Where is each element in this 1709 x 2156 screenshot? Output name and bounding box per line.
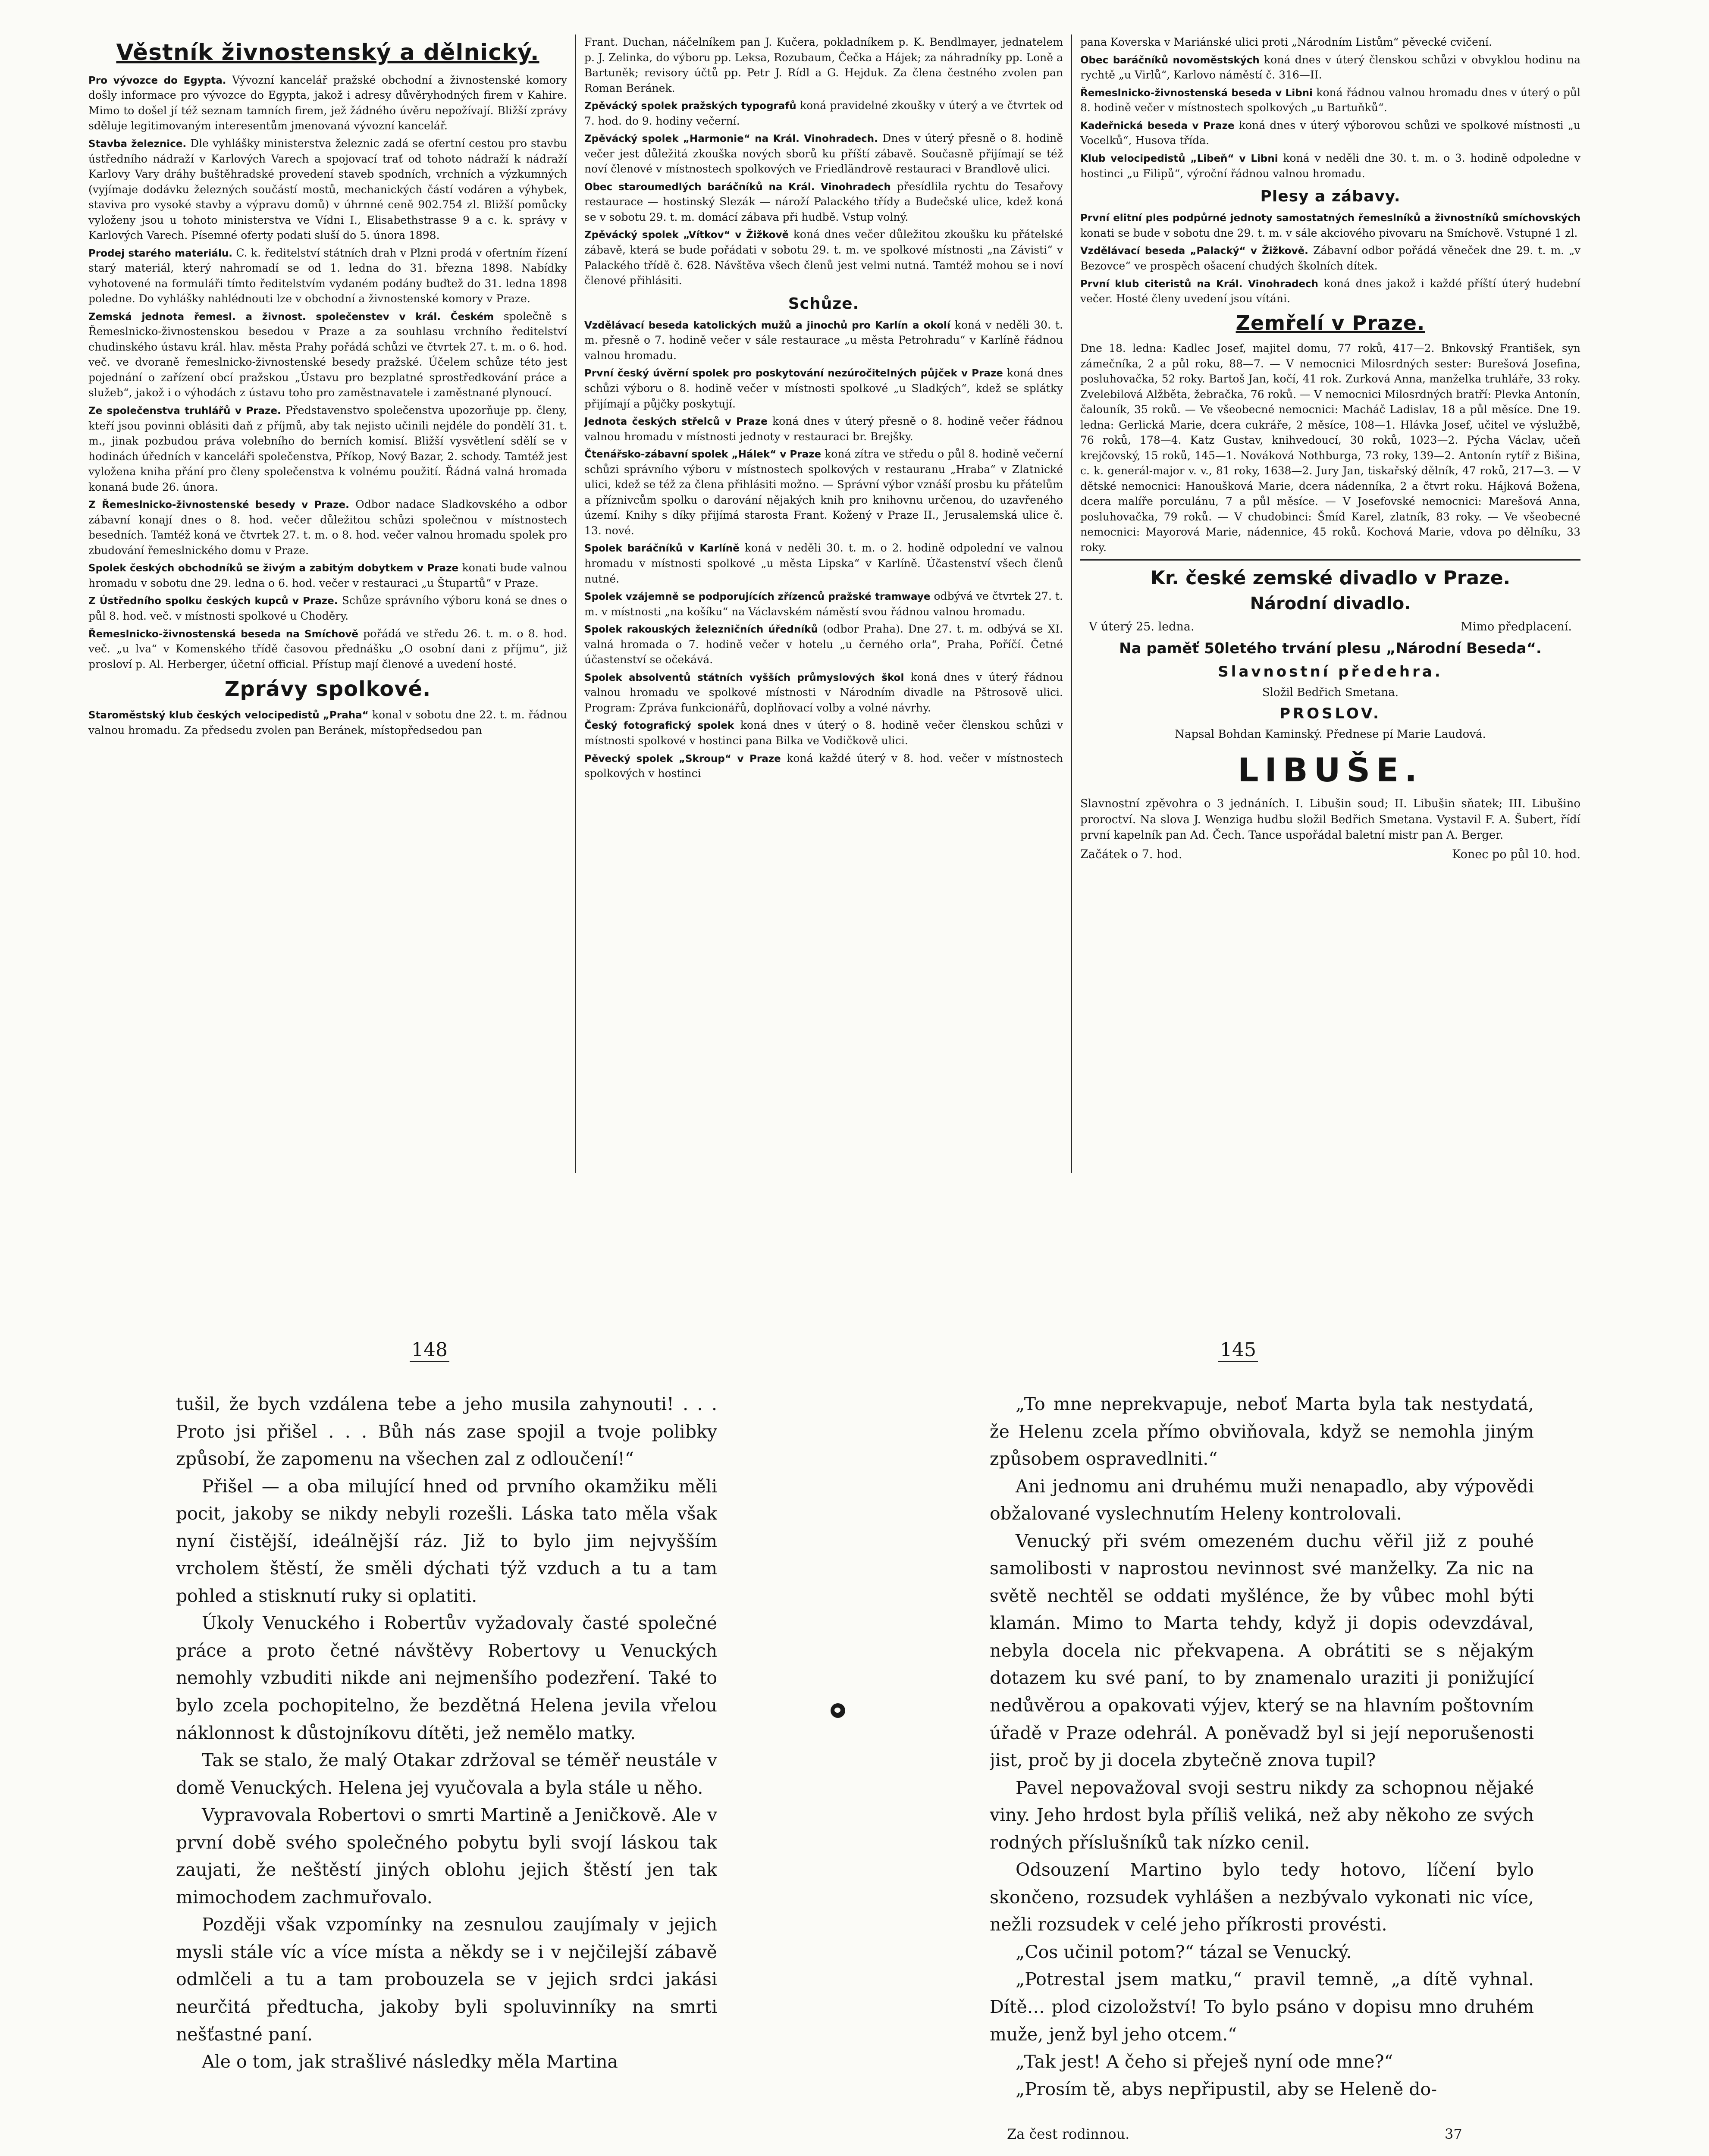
news-paragraph bbox=[584, 621, 1063, 667]
news-paragraph-text: (odbor Praha). Dne 27. t. m. odbývá se XI. valná hromada o 7. hodině večer v hotelu „u černého orla“, Praha, Poříčí. Četné účastenství se očekává. bbox=[584, 623, 1063, 666]
news-paragraph-text: konati se bude v sobotu dne 29. t. m. v sále akciového pivovaru na Smíchově. Vstupné 1 zl. bbox=[1080, 226, 1578, 239]
theatre-prologue: PROSLOV. bbox=[1279, 705, 1381, 723]
news-paragraph-text: koná dnes v úterý výborovou schůzi ve spolkové místnosti „u Vocelků“, Husova třída. bbox=[1080, 119, 1580, 147]
book-paragraph: „Prosím tě, abys nepřipustil, aby se Heleně do- bbox=[1016, 2078, 1437, 2100]
news-column-middle bbox=[584, 34, 1063, 1173]
news-paragraph bbox=[88, 403, 567, 495]
news-paragraph-heading: První klub citeristů na Král. Vinohradech bbox=[1080, 278, 1318, 290]
news-paragraph-heading: Spolek českých obchodníků se živým a zabitým dobytkem v Praze bbox=[88, 563, 459, 574]
news-paragraph-heading: Kadeřnická beseda v Praze bbox=[1080, 120, 1235, 132]
theatre-date: V úterý 25. ledna. bbox=[1089, 620, 1195, 634]
news-paragraph bbox=[584, 751, 1063, 781]
news-paragraph-heading: Staroměstský klub českých velocipedistů „Praha“ bbox=[88, 710, 369, 721]
news-paragraph bbox=[1080, 150, 1580, 181]
news-paragraph bbox=[1080, 210, 1580, 241]
news-paragraph-heading: Řemeslnicko-živnostenská beseda na Smíchově bbox=[88, 628, 358, 640]
book-paragraph: Přišel — a oba milující hned od prvního okamžiku měli pocit, jakoby se nikdy nebyli rozešli. Láska tato měla však nyní čistější, ideálnější ráz. Již to bylo jim nejvyšším vrcholem štěstí, že směli dýchati týž vzduch a tu a tam pohled a stisknutí ruky si oplatiti. bbox=[176, 1476, 717, 1606]
news-paragraph-text: Schůze správního výboru koná se dnes o půl 8. hod. več. v místnosti spolkové u Choděry. bbox=[88, 594, 567, 623]
news-paragraph-heading: Pro vývozce do Egypta. bbox=[88, 75, 226, 86]
news-paragraph-text: koná v neděli dne 30. t. m. o 3. hodině odpoledne v hostinci „u Filipů“, výroční řádnou valnou hromadu. bbox=[1080, 151, 1580, 180]
news-column-left bbox=[88, 34, 567, 1173]
news-paragraph-heading: Spolek vzájemně se podporujících zřízenců pražské tramwaye bbox=[584, 591, 931, 603]
news-paragraph-text: přesídlila rychtu do Tesařovy restaurace — hostinský Slezák — nároží Palackého třídy a Budečské ulice, kdež koná se v sobotu 29. t. m. domácí zábava při hudbě. Vstup volný. bbox=[584, 180, 1063, 223]
book-paragraph: Tak se stalo, že malý Otakar zdržoval se téměř neustále v domě Venuckých. Helena jej vyučovala a byla stále u něho. bbox=[176, 1750, 717, 1798]
news-paragraph-heading: Prodej starého materiálu. bbox=[88, 248, 232, 259]
news-paragraph bbox=[1080, 118, 1580, 148]
news-paragraph-text: Dnes v úterý přesně o 8. hodině večer jest důležitá zkouška nových sborů ku příští zábavě. Současně přijímají se též noví členové v místnostech spolkových ve Friedländrově restauraci v Brandlově ulici. bbox=[584, 132, 1063, 175]
section-rule bbox=[1080, 559, 1580, 561]
news-paragraph bbox=[584, 227, 1063, 288]
book-paragraph: Venucký při svém omezeném duchu věřil již z pouhé samolibosti v naprostou nevinnost své manželky. Za nic na světě nechtěl se oddati myšlénce, že by vůbec mohl býti klamán. Mimo to Marta tehdy, když ji dopis odevzdával, nebyla docela nic překvapena. A obrátiti se s nějakým dotazem ku své paní, to by znamenalo uraziti ji ponižující nedůvěrou a opakovati výjev, který se na hlavním poštovním úřadě v Praze odehrál. A poněvadž byl si její neporušenosti jist, proč by ji docela zbytečně znova tupil? bbox=[990, 1530, 1534, 1771]
book-footer-title: Za čest rodinnou. bbox=[1007, 2126, 1130, 2142]
vestnik-paragraphs bbox=[88, 72, 567, 672]
news-paragraph-heading: Čtenářsko-zábavní spolek „Hálek“ v Praze bbox=[584, 449, 822, 461]
news-paragraph-text: Dle vyhlášky ministerstva železnic zadá se ofertní cestou pro stavbu ústředního nádraží v Karlových Varech a spojovací trať od tohoto nádraží k nádraží Karlovy Vary dráhy buštěhradské provedení staveb spodních, vrchních a výzkumných (vyjímaje dodávku železných součástí mostů, mechanických částí vodáren a výhybek, staviva pro vysoké stavby a výpravu domů) v úhrnné ceně 902.754 zl. Bližší pomůcky vyloženy jsou u tohoto ministerstva ve Vídni I., Elisabethstrasse 9 a c. k. správy v Karlových Varech. Písemné oferty podati sluší do 5. února 1898. bbox=[88, 137, 567, 242]
schuze-paragraphs-continued bbox=[1080, 34, 1580, 181]
news-paragraph-heading: Zpěvácký spolek „Harmonie“ na Král. Vinohradech. bbox=[584, 133, 878, 145]
news-paragraph bbox=[584, 718, 1063, 748]
news-paragraph-heading: Z Ústředního spolku českých kupců v Praze. bbox=[88, 595, 338, 607]
book-paragraph: Vypravovala Robertovi o smrti Martině a Jeničkově. Ale v první době svého společného pobytu byli svojí láskou tak zaujati, že neštěstí jiných oblohu jejich štěstí jen tak mimochodem zachmuřovalo. bbox=[176, 1805, 717, 1908]
column-divider bbox=[575, 34, 576, 1173]
news-paragraph-heading: Zpěvácký spolek „Vítkov“ v Žižkově bbox=[584, 229, 789, 241]
spolky-paragraphs bbox=[88, 707, 567, 738]
news-paragraph-heading: Klub velocipedistů „Libeň“ v Libni bbox=[1080, 153, 1278, 164]
news-paragraph bbox=[1080, 85, 1580, 116]
news-paragraph bbox=[1080, 276, 1580, 307]
theatre-programme bbox=[1080, 565, 1580, 863]
theatre-description: Slavnostní zpěvohra o 3 jednáních. I. Libušin soud; II. Libušin sňatek; III. Libušino proroctví. Na slova J. Wenziga hudbu složil Bedřich Smetana. Vystavil F. A. Šubert, řídí první kapelník pan Ad. Čech. Tance uspořádal baletní mistr pan A. Berger. bbox=[1080, 797, 1580, 842]
theatre-subscription: Mimo předplacení. bbox=[1461, 620, 1572, 634]
news-paragraph bbox=[584, 98, 1063, 128]
news-paragraph-heading: Obec baráčníků novoměstských bbox=[1080, 54, 1260, 66]
book-paragraph: tušil, že bych vzdálena tebe a jeho musila zahynouti! . . . Proto jsi přišel . . . Bůh nás zase spojil a tvoje polibky způsobí, že zapomenu na všechen zal z odloučení!“ bbox=[176, 1394, 717, 1470]
theatre-occasion: Na paměť 50letého trvání plesu „Národní Beseda“. bbox=[1119, 639, 1542, 657]
theatre-opera-title: LIBUŠE. bbox=[1238, 751, 1423, 790]
news-paragraph-text: koná dnes v úterý o 8. hodině večer členskou schůzi v místnosti spolkové v hostinci pana Bilka ve Vodičkově ulici. bbox=[584, 719, 1063, 747]
news-paragraph-text: C. k. ředitelství státních drah v Plzni prodá v ofertním řízení starý materiál, který nahromadí se od 1. ledna do 31. března 1898. Nabídky vyhotovené na formuláři tímto ředitelstvím vydaném podány buďtež do 31. ledna 1898 poledne. Do vyhlášky nahlédnouti lze v obchodní a živnostenské komory v Praze. bbox=[88, 246, 567, 305]
theatre-subtitle: Národní divadlo. bbox=[1250, 594, 1411, 614]
news-paragraph-text: koná v neděli 30. t. m. přesně o 7. hodině večer v sále restaurace „u města Petrohradu“ v Karlíně řádnou valnou hromadu. bbox=[584, 318, 1063, 362]
book-footer-number: 37 bbox=[1445, 2126, 1462, 2142]
page-number-left: 148 bbox=[410, 1339, 449, 1361]
news-paragraph-text: Představenstvo společenstva upozorňuje pp. členy, kteří jsou povinni oblásiti daň z příjmů, aby tak nejisto učinili nejdéle do pondělí 31. t. m., jinak pozbudou práva volebního do berních komisí. Bližší vysvětlení sdělí se v hodinách úředních v kanceláři společenstva, Příkop, Nový Bazar, 2. schody. Tamtéž jest vyložena kniha přání pro členy společenstva k volnému použití. Řádná valná hromada konaná bude 26. února. bbox=[88, 404, 567, 493]
plesy-paragraphs bbox=[1080, 210, 1580, 306]
theatre-prologue-author: Napsal Bohdan Kaminský. Přednese pí Marie Laudová. bbox=[1175, 728, 1486, 741]
news-paragraph-text: koná dnes v úterý členskou schůzi v obvyklou hodinu na rychtě „u Virlů“, Karlovo náměstí č. 316—II. bbox=[1080, 53, 1580, 81]
news-paragraph-heading: První český úvěrní spolek pro poskytování nezúročitelných půjček v Praze bbox=[584, 368, 1003, 379]
news-paragraph-text: pořádá ve středu 26. t. m. o 8. hod. več. „u lva“ v Komenského třídě časovou přednášku „O osobní dani z příjmu“, již prosloví p. Al. Herberger, účetní official. Přístup mají členové a uvedení hosté. bbox=[88, 627, 567, 671]
book-paragraph: Ale o tom, jak strašlivé následky měla Martina bbox=[202, 2051, 618, 2072]
theatre-times-row bbox=[1080, 846, 1580, 863]
book-paragraph: Pavel nepovažoval svoji sestru nikdy za schopnou nějaké viny. Jeho hrdost byla příliš veliká, než aby někoho ze svých rodných příslušníků tak nízko cenil. bbox=[990, 1777, 1534, 1853]
news-paragraph bbox=[1080, 34, 1580, 50]
news-paragraph-text: Frant. Duchan, náčelníkem pan J. Kučera, pokladníkem p. K. Bendlmayer, jednatelem p. J. Zelinka, do výboru pp. Leksa, Rozubaum, Čečka a Hájek; za náhradníky pp. Loně a Bartuněk; revisory účtů pp. Petr J. Rídl a G. Hejduk. Za člena čestného zvolen pan Roman Beránek. bbox=[584, 36, 1063, 94]
zemreli-heading: Zemřelí v Praze. bbox=[1235, 311, 1425, 335]
vestnik-heading: Věstník živnostenský a dělnický. bbox=[116, 40, 539, 66]
news-paragraph bbox=[584, 131, 1063, 177]
book-page-right bbox=[990, 1391, 1534, 2119]
news-paragraph-heading: Vzdělávací beseda katolických mužů a jinochů pro Karlín a okolí bbox=[584, 320, 950, 331]
theatre-start: Začátek o 7. hod. bbox=[1080, 848, 1182, 862]
news-paragraph-text: koná dnes schůzi výboru o 8. hodině večer v místnosti spolkové „u Sladkých“, kdež se splátky přijímají a půjčky poskytují. bbox=[584, 367, 1063, 410]
news-paragraph-heading: Řemeslnicko-živnostenská beseda v Libni bbox=[1080, 87, 1313, 99]
news-paragraph-heading: Jednota českých střelců v Praze bbox=[584, 416, 768, 428]
book-paragraph: „Tak jest! A čeho si přeješ nyní ode mne?“ bbox=[1016, 2051, 1393, 2072]
news-paragraph-text: pana Koverska v Mariánské ulici proti „Národním Listům“ pěvecké cvičení. bbox=[1080, 36, 1492, 48]
spolky-heading: Zprávy spolkové. bbox=[224, 677, 431, 702]
zemreli-list: Dne 18. ledna: Kadlec Josef, majitel domu, 77 roků, 417—2. Bnkovský František, syn zámečníka, 2 a půl roku, 88—7. — V nemocnici Milosrdných sester: Burešová Josefina, posluhovačka, 52 roky. Bartoš Jan, kočí, 41 rok. Zurková Anna, manželka truhláře, 33 roky. Zvelebilová Alžběta, žebračka, 76 roků. — V nemocnici Milosrdných bratří: Plevka Antonín, čalouník, 35 roků. — Ve všeobecné nemocnici: Macháč Ladislav, 18 a půl měsíce. Dne 19. ledna: Gerlická Marie, dcera cukráře, 2 měsíce, 108—1. Hlávka Josef, učitel ve výslužbě, 76 roků, 178—4. Katz Gustav, knihvedoucí, 30 roků, 1023—2. Pýcha Václav, učeň krejčovský, 15 roků, 145—1. Nováková Nothburga, 73 roky, 139—2. Antonín rytíř z Bišina, c. k. generál-major v. v., 81 roky, 1638—2. Jury Jan, tiskařský dělník, 47 roků, 217—3. — V dětské nemocnici: Hanoušková Marie, dcera nádenníka, 2 a čtvrt roku. Hájková Božena, dcera malíře porculánu, 7 a půl měsíce. — V Josefovské nemocnici: Marešová Anna, posluhovačka, 79 roků. — V chudobinci: Šmíd Karel, zlatník, 83 roky. — Ve všeobecné nemocnici: Mayorová Marie, nádennice, 45 roků. Kochová Marie, vdova po dělníku, 33 roky. bbox=[1080, 342, 1580, 554]
book-paragraph: „Potrestal jsem matku,“ pravil temně, „a dítě vyhnal. Dítě… plod cizoložství! To bylo psáno v dopisu mno druhém muže, jenž byl jeho otcem.“ bbox=[990, 1969, 1534, 2045]
news-paragraph bbox=[584, 317, 1063, 364]
news-paragraph-text: koná dnes večer důležitou zkoušku ku přátelské zábavě, která se bude pořádati v sobotu 29. t. m. ve spolkové místnosti „na Závisti“ v Palackého třídě č. 628. Návštěva všech členů jest velmi nutná. Tamtéž mohou se i noví členové přihlásiti. bbox=[584, 228, 1063, 287]
book-page-left bbox=[176, 1391, 717, 2156]
news-paragraph-text: koná dnes v úterý řádnou valnou hromadu ve spolkové místnosti v Národním divadle na Pštrosově ulici. Program: Zpráva funkcionářů, doplňovací volby a volné návrhy. bbox=[584, 671, 1063, 714]
news-paragraph bbox=[88, 136, 567, 243]
book-paragraph: Odsouzení Martino bylo tedy hotovo, líčení bylo skončeno, rozsudek vyhlášen a nezbývalo vykonati nic více, nežli rozsudek v celé jeho příkrosti provésti. bbox=[990, 1859, 1534, 1935]
news-paragraph-text: koná dnes jakož i každé příští úterý hudební večer. Hosté členy uvedení jsou vítáni. bbox=[1080, 277, 1580, 305]
news-paragraph bbox=[88, 626, 567, 672]
book-paragraph: Úkoly Venuckého i Robertův vyžadovaly časté společné práce a proto četné návštěvy Robertovy u Venuckých nemohly vzbuditi nikde ani nejmenšího podezření. Také to bylo zcela pochopitelno, že bezdětná Helena jevila vřelou náklonnost k důstojníkovu dítěti, jež nemělo matky. bbox=[176, 1613, 717, 1743]
news-paragraph bbox=[88, 560, 567, 591]
news-paragraph-text: Zábavní odbor pořádá věneček dne 29. t. m. „v Bezovce“ ve prospěch ošacení chudých školních dítek. bbox=[1080, 244, 1580, 273]
news-paragraph-heading: Z Řemeslnicko-živnostenské besedy v Praze. bbox=[88, 499, 349, 511]
news-paragraph-text: koná dnes v úterý přesně o 8. hodině večer řádnou valnou hromadu v místnosti jednoty v restauraci br. Brejšky. bbox=[584, 415, 1063, 443]
news-paragraph bbox=[584, 670, 1063, 716]
news-paragraph bbox=[584, 34, 1063, 96]
ink-blot bbox=[831, 1703, 845, 1718]
news-paragraph-heading: Český fotografický spolek bbox=[584, 720, 734, 732]
book-paragraph: „Cos učinil potom?“ tázal se Venucký. bbox=[1016, 1941, 1352, 1962]
theatre-prelude: Slavnostní předehra. bbox=[1218, 663, 1443, 680]
book-paragraph: Ani jednomu ani druhému muži nenapadlo, aby výpovědi obžalované vyslechnutím Heleny kontrolovali. bbox=[990, 1476, 1534, 1524]
news-paragraph-text: koná pravidelné zkoušky v úterý a ve čtvrtek od 7. hod. do 9. hodiny večerní. bbox=[584, 99, 1063, 127]
theatre-composer: Složil Bedřich Smetana. bbox=[1262, 686, 1399, 699]
news-paragraph-text: koná zítra ve středu o půl 8. hodině večerní schůzi správního výboru v místnostech spolkových v restauranu „Hraba“ v Zlatnické ulici, kdež se též za člena přihlásiti možno. — Správní výbor vznáší prosbu ku přátelům a příznivcům spolku o darování nějakých knih pro knihovnu určenou, do uzavřeného území. Knihy s díky přijímá starosta Frant. Kožený v Praze II., Jerusalemská ulice č. 13. nové. bbox=[584, 448, 1063, 537]
column-divider bbox=[1071, 34, 1072, 1173]
news-paragraph-heading: Ze společenstva truhlářů v Praze. bbox=[88, 405, 281, 417]
news-paragraph-heading: Spolek absolventů státních vyšších průmyslových škol bbox=[584, 672, 904, 683]
news-paragraph bbox=[584, 446, 1063, 538]
schuze-paragraphs bbox=[584, 317, 1063, 781]
news-column-right bbox=[1080, 34, 1580, 1173]
news-paragraph-text: koná v neděli 30. t. m. o 2. hodině odpolední ve valnou hromadu v místnosti spolkové „u města Lipska“ v Karlíně. Účastenství všech členů nutné. bbox=[584, 542, 1063, 585]
news-paragraph bbox=[584, 179, 1063, 225]
news-paragraph-heading: Vzdělávací beseda „Palacký“ v Žižkově. bbox=[1080, 245, 1308, 257]
news-paragraph bbox=[1080, 52, 1580, 83]
news-paragraph-text: konati bude valnou hromadu v sobotu dne 29. ledna o 6. hod. večer v restauraci „u Štupartů“ v Praze. bbox=[88, 561, 567, 589]
news-paragraph-text: Odbor nadace Sladkovského a odbor zábavní konají dnes o 8. hod. večer důležitou schůzi společnou v místnostech besedních. Tamtéž koná ve čtvrtek 27. t. m. o 8. hod. večer valnou hromadu spolek pro zbudování řemeslnického domu v Praze. bbox=[88, 498, 567, 557]
news-paragraph-text: konal v sobotu dne 22. t. m. řádnou valnou hromadu. Za předsedu zvolen pan Beránek, místopředsedou pan bbox=[88, 708, 567, 737]
news-paragraph-heading: Obec staroumedlých baráčníků na Král. Vinohradech bbox=[584, 181, 891, 193]
book-paragraph: Později však vzpomínky na zesnulou zaujímaly v jejich mysli stále víc a více místa a někdy se i v nejčilejší zábavě odmlčeli a tu a tam probouzela se v jejich srdci jakási neurčitá předtucha, jakoby byli spoluvinníky na smrti nešťastné paní. bbox=[176, 1914, 717, 2045]
news-paragraph-text: odbývá ve čtvrtek 27. t. m. v místnosti „na košíku“ na Václavském náměstí svou řádnou valnou hromadu. bbox=[584, 590, 1063, 618]
news-paragraph bbox=[1080, 243, 1580, 273]
news-paragraph-heading: Spolek rakouských železničních úředníků bbox=[584, 624, 818, 636]
news-paragraph bbox=[584, 589, 1063, 619]
news-paragraph bbox=[88, 593, 567, 624]
schuze-heading: Schůze. bbox=[788, 295, 859, 313]
news-paragraph bbox=[584, 540, 1063, 586]
news-paragraph-heading: Pěvecký spolek „Skroup“ v Praze bbox=[584, 753, 781, 765]
news-paragraph bbox=[88, 497, 567, 558]
news-paragraph-heading: Stavba železnice. bbox=[88, 138, 187, 150]
theatre-date-row bbox=[1089, 619, 1572, 635]
news-paragraph bbox=[88, 707, 567, 738]
news-paragraph bbox=[584, 414, 1063, 444]
book-paragraph: „To mne neprekvapuje, neboť Marta byla tak nestydatá, že Helenu zcela přímo obviňovala, když se nemohla jiným způsobem ospravedlniti.“ bbox=[990, 1394, 1534, 1470]
news-paragraph bbox=[88, 309, 567, 401]
news-paragraph-heading: Zpěvácký spolek pražských typografů bbox=[584, 100, 796, 112]
news-paragraph-heading: První elitní ples podpůrné jednoty samostatných řemeslníků a živnostníků smíchovských bbox=[1080, 213, 1580, 224]
spolky-paragraphs-continued bbox=[584, 34, 1063, 288]
news-paragraph-text: koná každé úterý v 8. hod. večer v místnostech spolkových v hostinci bbox=[584, 752, 1063, 780]
news-paragraph-heading: Spolek baráčníků v Karlíně bbox=[584, 543, 740, 555]
news-paragraph bbox=[88, 72, 567, 134]
news-paragraph-text: koná řádnou valnou hromadu dnes v úterý o půl 8. hodině večer v místnostech spolkových „u Bartuňků“. bbox=[1080, 86, 1580, 114]
news-paragraph bbox=[584, 365, 1063, 411]
plesy-heading: Plesy a zábavy. bbox=[1260, 188, 1401, 206]
theatre-name: Kr. české zemské divadlo v Praze. bbox=[1150, 567, 1511, 589]
news-paragraph-text: Vývozní kancelář pražské obchodní a živnostenské komory došly informace pro vývozce do Egypta, jakož i adresy důvěryhodných firem v Kahire. Mimo to došel jí též seznam tamních firem, jež žádného úvěru nepožívají. Bližší zprávy sděluje legitimovaným interesentům jmenovaná vývozní kancelář. bbox=[88, 73, 567, 132]
news-paragraph bbox=[88, 245, 567, 307]
theatre-end: Konec po půl 10. hod. bbox=[1452, 848, 1580, 862]
page-number-right: 145 bbox=[1218, 1339, 1258, 1361]
news-paragraph-heading: Zemská jednota řemesl. a živnost. společenstev v král. Českém bbox=[88, 311, 494, 323]
news-paragraph-text: společně s Řemeslnicko-živnostenskou besedou v Praze a za souhlasu vrchního ředitelství chudinského ústavu král. hlav. města Prahy pořádá schůzi ve čtvrtek 27. t. m. o 6. hod. več. ve dvoraně řemeslnicko-živnostenské besedy pražské. Účelem schůze této jest pojednání o zařízení obcí pražskou „Ústavu pro bezplatné sprostředkování práce a služeb“, jakož i o výhodách z ústavu toho pro zaměstnavatele i zaměstnané plynoucí. bbox=[88, 310, 567, 399]
